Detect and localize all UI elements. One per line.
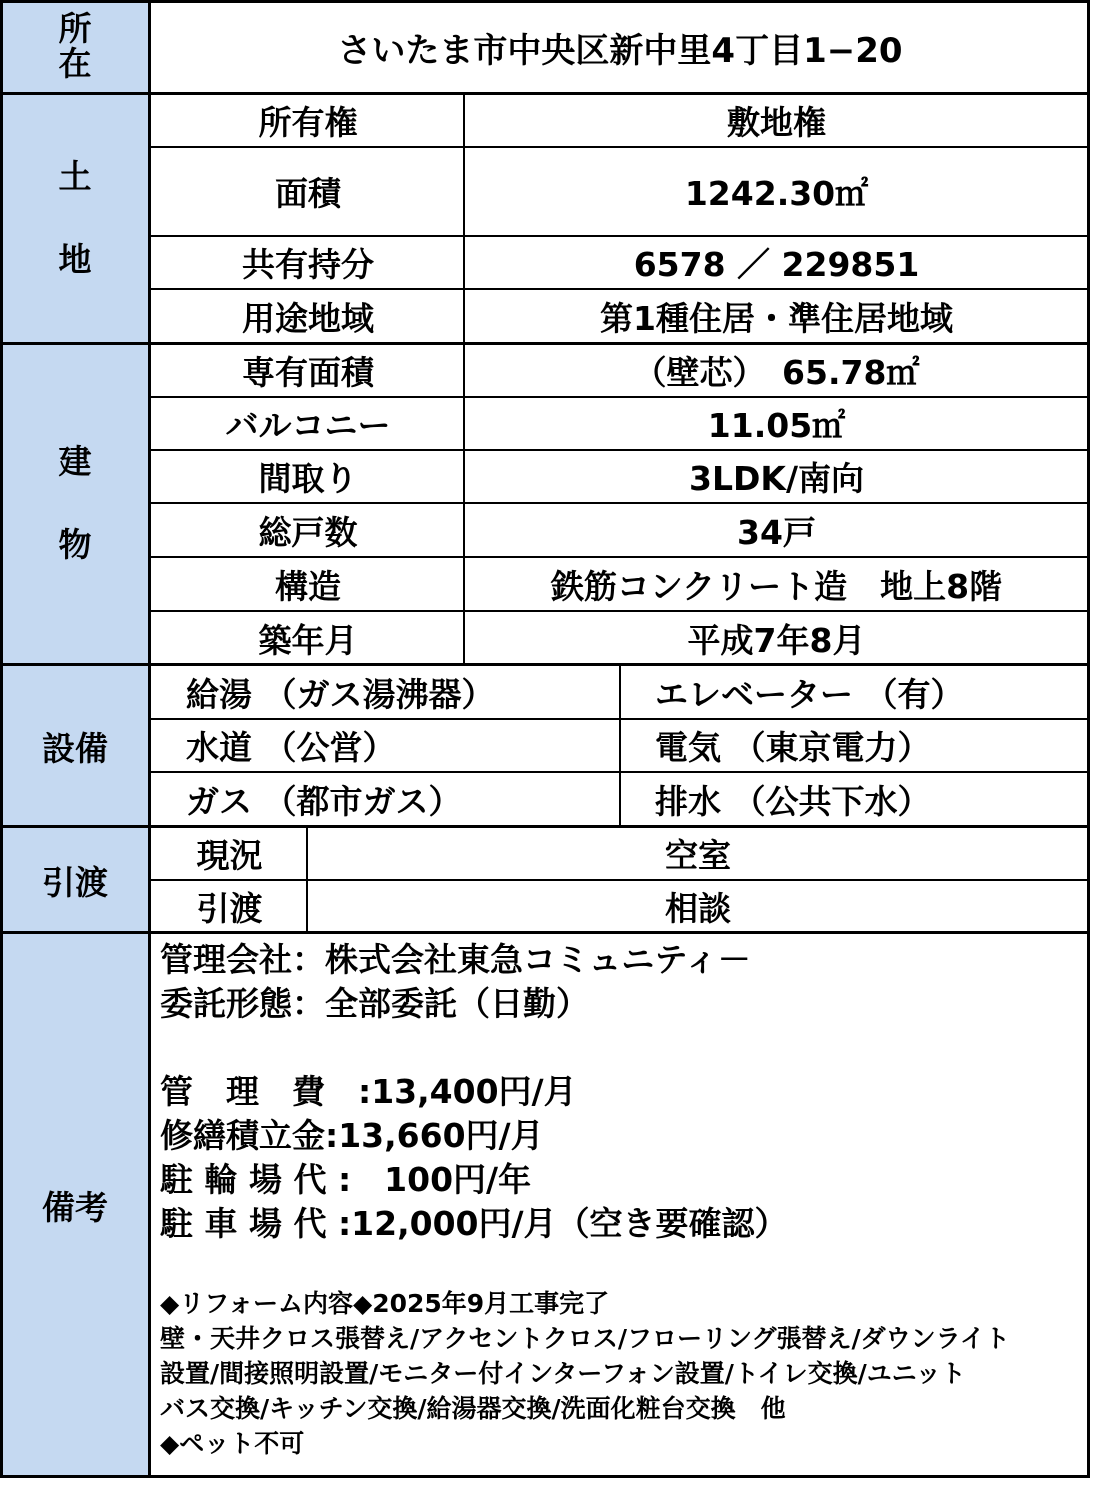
fee-bicycle-parking: 駐 輪 場 代 : 100円/年 xyxy=(160,1160,532,1199)
border-right xyxy=(1087,0,1090,1478)
land-label-line2: 地 xyxy=(58,239,92,279)
location-label-line1: 所 xyxy=(58,9,92,49)
equipment-left-0: 給湯 （ガス湯沸器） xyxy=(186,674,495,714)
land-value-2: 6578 ／ 229851 xyxy=(633,245,920,284)
handover-label: 引渡 xyxy=(0,827,150,933)
reform-title: ◆リフォーム内容◆2025年9月工事完了 xyxy=(160,1289,610,1318)
row-line xyxy=(150,146,1090,148)
section-line xyxy=(0,92,1090,95)
management-company: 管理会社：株式会社東急コミュニティ－ xyxy=(160,940,751,979)
building-label-line2: 物 xyxy=(58,525,92,564)
column-line xyxy=(619,664,621,827)
equipment-left-2: ガス （都市ガス） xyxy=(186,782,462,821)
column-line xyxy=(463,93,465,665)
equipment-right-0: エレベーター （有） xyxy=(655,674,964,714)
border-bottom xyxy=(0,1475,1090,1478)
reform-line: 壁・天井クロス張替え/アクセントクロス/フローリング張替え/ダウンライト xyxy=(160,1324,1010,1353)
land-value-1: 1242.30㎡ xyxy=(684,174,869,213)
spacer xyxy=(160,1246,1085,1286)
location-label-line2: 在 xyxy=(58,44,92,83)
row-line xyxy=(150,556,1090,558)
section-line xyxy=(0,825,1090,828)
handover-value-0: 空室 xyxy=(665,836,731,875)
equipment-label: 設備 xyxy=(0,665,150,827)
row-line xyxy=(150,879,1090,881)
handover-key-1: 引渡 xyxy=(196,889,263,928)
row-line xyxy=(150,235,1090,237)
land-key-1: 面積 xyxy=(275,174,341,213)
building-key-5: 築年月 xyxy=(258,620,358,660)
building-key-0: 専有面積 xyxy=(242,352,374,392)
land-key-0: 所有権 xyxy=(258,103,358,142)
building-key-2: 間取り xyxy=(258,459,358,498)
reform-line: 設置/間接照明設置/モニター付インターフォン設置/トイレ交換/ユニット xyxy=(160,1359,966,1388)
building-key-1: バルコニー xyxy=(225,406,391,445)
building-value-4: 鉄筋コンクリート造 地上8階 xyxy=(550,566,1003,606)
building-value-0: （壁芯） 65.78㎡ xyxy=(633,352,920,392)
fee-management: 管 理 費 :13,400円/月 xyxy=(160,1072,577,1111)
building-value-5: 平成7年8月 xyxy=(687,620,866,660)
column-line xyxy=(306,826,308,933)
pet-policy: ◆ペット不可 xyxy=(160,1429,305,1458)
remarks-label: 備考 xyxy=(0,933,150,1477)
equipment-right-1: 電気 （東京電力） xyxy=(655,728,931,767)
location-label xyxy=(0,0,150,94)
row-line xyxy=(150,288,1090,290)
handover-key-0: 現況 xyxy=(196,836,263,875)
building-label xyxy=(0,343,150,665)
row-line xyxy=(150,610,1090,612)
handover-value-1: 相談 xyxy=(665,889,731,928)
row-line xyxy=(150,449,1090,451)
land-label-line1: 土 xyxy=(58,156,92,196)
section-line xyxy=(0,931,1090,934)
building-value-1: 11.05㎡ xyxy=(707,406,846,445)
building-key-4: 構造 xyxy=(275,566,341,606)
land-key-2: 共有持分 xyxy=(242,245,374,284)
land-key-3: 用途地域 xyxy=(242,298,374,338)
building-label-line1: 建 xyxy=(58,442,92,482)
row-line xyxy=(150,396,1090,398)
header-divider xyxy=(148,0,151,1478)
fee-car-parking: 駐 車 場 代 :12,000円/月（空き要確認） xyxy=(160,1204,788,1243)
building-value-3: 34戸 xyxy=(737,512,816,552)
border-top xyxy=(0,0,1090,3)
equipment-left-1: 水道 （公営） xyxy=(186,728,396,767)
spacer xyxy=(160,1026,1085,1070)
section-line xyxy=(0,663,1090,666)
land-value-0: 敷地権 xyxy=(727,103,826,142)
land-value-3: 第1種住居・準住居地域 xyxy=(600,298,953,338)
management-type: 委託形態：全部委託（日勤） xyxy=(160,984,589,1023)
location-value: さいたま市中央区新中里4丁目1−20 xyxy=(337,30,903,71)
fee-repair-reserve: 修繕積立金:13,660円/月 xyxy=(160,1116,544,1155)
building-value-2: 3LDK/南向 xyxy=(688,459,864,498)
section-line xyxy=(0,342,1090,345)
equipment-right-2: 排水 （公共下水） xyxy=(655,782,931,821)
reform-line: バス交換/キッチン交換/給湯器交換/洗面化粧台交換 他 xyxy=(160,1394,786,1423)
row-line xyxy=(150,502,1090,504)
border-left xyxy=(0,0,3,1478)
land-label xyxy=(0,94,150,343)
remarks-notes xyxy=(160,938,1085,1473)
building-key-3: 総戸数 xyxy=(258,512,358,552)
